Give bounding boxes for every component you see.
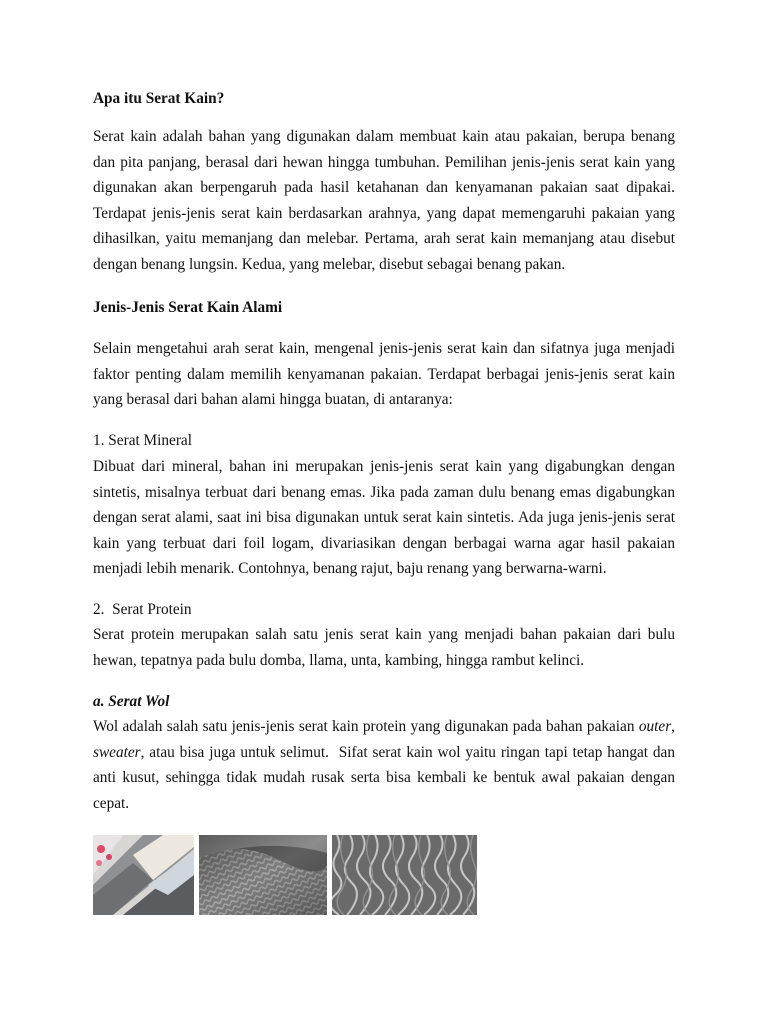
section-paragraph-jenis-alami: Selain mengetahui arah serat kain, mengenal jenis-jenis serat kain dan sifatnya juga menjadi faktor penting dalam memilih kenyamanan pakaian. Terdapat berbagai jenis-jenis serat kain yang berasal dari bahan alami hingga buatan, di antaranya: bbox=[93, 340, 675, 408]
term-sweater: sweater bbox=[93, 743, 141, 761]
item-title-serat-mineral: 1. Serat Mineral bbox=[93, 432, 192, 449]
section-title-jenis-alami: Jenis-Jenis Serat Kain Alami bbox=[93, 299, 283, 316]
knitted-wool-drawing bbox=[199, 835, 327, 915]
item-paragraph-serat-protein: Serat protein merupakan salah satu jenis serat kain yang menjadi bahan pakaian dari bulu hewan, tepatnya pada bulu domba, llama, unta, kambing, hingga rambut kelinci. bbox=[93, 626, 675, 669]
term-outer: outer bbox=[638, 718, 672, 735]
item-title-serat-protein: 2. Serat Protein bbox=[93, 601, 192, 618]
wool-fiber-photo bbox=[332, 835, 477, 915]
fabric-swatches-photo bbox=[93, 835, 194, 915]
section-title-serat-kain: Apa itu Serat Kain? bbox=[93, 90, 225, 107]
subitem-paragraph-serat-wol bbox=[93, 714, 675, 816]
wol-text-separator: , bbox=[671, 718, 675, 735]
wol-text-start: Wol adalah salah satu jenis-jenis serat kain protein yang digunakan pada bahan pakaian bbox=[93, 718, 639, 735]
knitted-wool-photo bbox=[199, 835, 327, 915]
wol-text-end: , atau bisa juga untuk selimut. Sifat serat kain wol yaitu ringan tapi tetap hangat dan anti kusut, sehingga tidak mudah rusak serta bisa kembali ke bentuk awal pakaian dengan cepat. bbox=[93, 743, 675, 812]
subitem-title-serat-wol: a. Serat Wol bbox=[93, 693, 170, 710]
item-paragraph-serat-mineral: Dibuat dari mineral, bahan ini merupakan jenis-jenis serat kain yang digabungkan dengan sintetis, misalnya terbuat dari benang emas. Jika pada zaman dulu benang emas digabungkan dengan serat alami, saat ini bisa digunakan untuk serat kain sintetis. Ada juga jenis-jenis serat kain yang terbuat dari foil logam, divariasikan dengan berbagai warna agar hasil pakaian menjadi lebih menarik. Contohnya, benang rajut, baju renang yang berwarna-warni. bbox=[93, 458, 675, 577]
wool-fiber-drawing bbox=[332, 835, 477, 915]
fabric-swatches-drawing bbox=[93, 835, 194, 915]
section-paragraph-serat-kain: Serat kain adalah bahan yang digunakan dalam membuat kain atau pakaian, berupa benang dan pita panjang, berasal dari hewan hingga tumbuhan. Pemilihan jenis-jenis serat kain yang digunakan akan berpengaruh pada hasil ketahanan dan kenyamanan pakaian saat dipakai. Terdapat jenis-jenis serat kain berdasarkan arahnya, yang dapat memengaruhi pakaian yang dihasilkan, yaitu memanjang dan melebar. Pertama, arah serat kain memanjang atau disebut dengan benang lungsin. Kedua, yang melebar, disebut sebagai benang pakan. bbox=[93, 128, 675, 273]
fabric-image-strip bbox=[93, 835, 477, 915]
